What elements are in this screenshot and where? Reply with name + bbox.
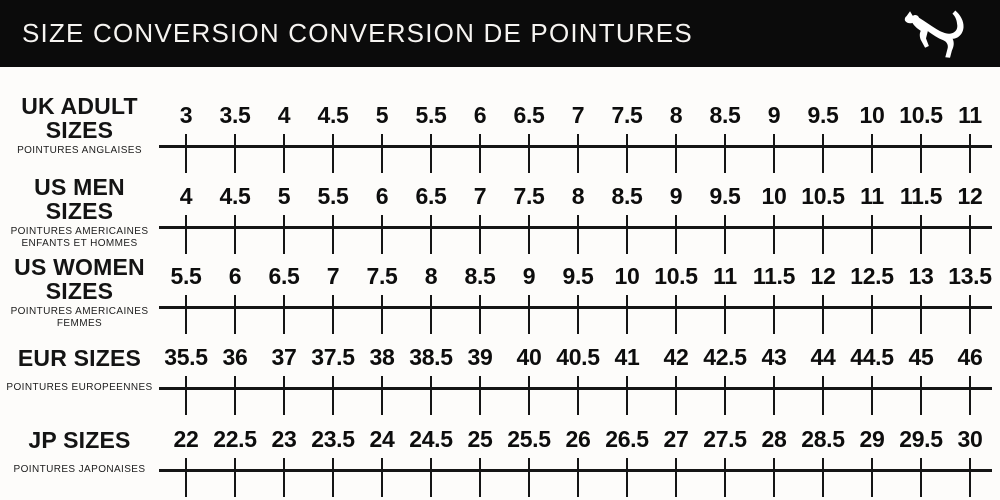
size-value: 38 (369, 344, 395, 370)
size-value: 30 (957, 426, 983, 452)
size-value: 40.5 (556, 344, 600, 370)
ruler-tick (724, 458, 727, 497)
size-value: 9.5 (709, 183, 741, 209)
row-subtitle-line: POINTURES ANGLAISES (17, 145, 142, 156)
row-title: SIZES (45, 278, 114, 304)
ruler-tick (675, 215, 678, 254)
ruler-tick (234, 458, 237, 497)
ruler-tick (332, 376, 335, 415)
ruler-tick (430, 134, 433, 173)
size-value: 4.5 (317, 102, 349, 128)
ruler-tick (283, 215, 286, 254)
ruler-tick (871, 295, 874, 334)
row-subtitle-line: POINTURES JAPONAISES (13, 464, 146, 475)
ruler-tick (283, 458, 286, 497)
ruler-tick (283, 376, 286, 415)
ruler-tick (773, 295, 776, 334)
row-subtitle (0, 145, 159, 157)
ruler-tick (234, 215, 237, 254)
size-value: 35.5 (164, 344, 208, 370)
size-value: 6 (228, 263, 242, 289)
size-value: 8.5 (709, 102, 741, 128)
size-value: 7 (326, 263, 340, 289)
row-subtitle-line: FEMMES (56, 318, 103, 329)
ruler-tick (822, 376, 825, 415)
size-value: 12 (810, 263, 836, 289)
row-title: US MEN (34, 174, 125, 200)
puma-cat-icon (894, 2, 976, 63)
row-subtitle-line: POINTURES AMERICAINES (10, 226, 149, 237)
size-value: 37 (271, 344, 297, 370)
ruler-tick (577, 376, 580, 415)
size-value: 10 (614, 263, 640, 289)
size-value: 7.5 (611, 102, 643, 128)
ruler-tick (920, 376, 923, 415)
size-value: 39 (467, 344, 493, 370)
size-value: 45 (908, 344, 934, 370)
ruler-tick (773, 134, 776, 173)
ruler-tick (773, 376, 776, 415)
ruler-tick (724, 134, 727, 173)
ruler-tick (479, 215, 482, 254)
size-value: 10 (761, 183, 787, 209)
size-value: 9.5 (562, 263, 594, 289)
size-value: 9.5 (807, 102, 839, 128)
size-value: 7 (473, 183, 487, 209)
ruler-tick (822, 458, 825, 497)
size-value: 10.5 (654, 263, 698, 289)
size-value: 6.5 (268, 263, 300, 289)
ruler-tick (626, 295, 629, 334)
row-label (0, 346, 159, 394)
size-value: 25 (467, 426, 493, 452)
size-value: 11 (860, 183, 884, 209)
ruler-tick (479, 295, 482, 334)
size-value: 12.5 (850, 263, 894, 289)
size-value: 12 (957, 183, 983, 209)
ruler-tick (381, 376, 384, 415)
size-value: 5 (277, 183, 291, 209)
row-subtitle-line: POINTURES EUROPEENNES (6, 382, 153, 393)
row-title: US WOMEN (14, 254, 145, 280)
size-value: 9 (669, 183, 683, 209)
ruler-tick (675, 295, 678, 334)
size-value: 26 (565, 426, 591, 452)
size-value: 6 (375, 183, 389, 209)
ruler-tick (871, 458, 874, 497)
size-value: 22 (173, 426, 199, 452)
size-value: 13.5 (948, 263, 992, 289)
ruler-tick (234, 295, 237, 334)
size-value: 10.5 (801, 183, 845, 209)
ruler-tick (724, 295, 727, 334)
ruler-tick (332, 215, 335, 254)
size-value: 26.5 (605, 426, 649, 452)
ruler-tick (969, 215, 972, 254)
size-value: 43 (761, 344, 787, 370)
ruler-tick (528, 295, 531, 334)
size-value: 28 (761, 426, 787, 452)
ruler-tick (577, 295, 580, 334)
ruler-tick (332, 134, 335, 173)
size-value: 5.5 (317, 183, 349, 209)
ruler-tick (283, 134, 286, 173)
ruler-tick (969, 376, 972, 415)
ruler-tick (773, 215, 776, 254)
ruler-tick (283, 295, 286, 334)
ruler-tick (528, 376, 531, 415)
ruler-tick (920, 134, 923, 173)
ruler-tick (185, 134, 188, 173)
size-value: 37.5 (311, 344, 355, 370)
row-subtitle (0, 306, 159, 330)
size-value: 4.5 (219, 183, 251, 209)
ruler-tick (920, 458, 923, 497)
size-value: 24.5 (409, 426, 453, 452)
ruler-tick (381, 134, 384, 173)
size-value: 8.5 (611, 183, 643, 209)
ruler-tick (871, 215, 874, 254)
ruler-tick (234, 134, 237, 173)
ruler-tick (185, 376, 188, 415)
size-value: 22.5 (213, 426, 257, 452)
size-value: 42 (663, 344, 689, 370)
ruler-tick (479, 134, 482, 173)
size-value: 28.5 (801, 426, 845, 452)
ruler-tick (577, 134, 580, 173)
ruler-tick (381, 295, 384, 334)
size-value: 5 (375, 102, 389, 128)
size-value: 23.5 (311, 426, 355, 452)
ruler-tick (871, 376, 874, 415)
ruler-tick (626, 134, 629, 173)
ruler-tick (969, 458, 972, 497)
ruler-tick (381, 458, 384, 497)
ruler-tick (822, 215, 825, 254)
ruler-tick (479, 376, 482, 415)
size-value: 27 (663, 426, 689, 452)
ruler-tick (528, 134, 531, 173)
size-value: 23 (271, 426, 297, 452)
row-title: JP SIZES (28, 427, 131, 453)
puma-logo (894, 4, 976, 62)
size-value: 8.5 (464, 263, 496, 289)
size-value: 4 (179, 183, 193, 209)
size-value: 11.5 (899, 183, 943, 209)
size-value: 3.5 (219, 102, 251, 128)
size-value: 5.5 (170, 263, 202, 289)
ruler-tick (675, 376, 678, 415)
size-value: 29 (859, 426, 885, 452)
ruler-tick (430, 376, 433, 415)
size-value: 7 (571, 102, 585, 128)
ruler-tick (920, 295, 923, 334)
size-value: 6.5 (415, 183, 447, 209)
size-value: 46 (957, 344, 983, 370)
size-value: 11 (958, 102, 982, 128)
size-value: 3 (179, 102, 193, 128)
size-value: 5.5 (415, 102, 447, 128)
size-value: 11 (713, 263, 737, 289)
row-subtitle (0, 226, 159, 250)
size-value: 8 (424, 263, 438, 289)
size-value: 44.5 (850, 344, 894, 370)
size-value: 6 (473, 102, 487, 128)
size-value: 38.5 (409, 344, 453, 370)
size-value: 8 (571, 183, 585, 209)
ruler-tick (724, 376, 727, 415)
size-value: 9 (767, 102, 781, 128)
row-label (0, 94, 159, 157)
ruler-tick (969, 295, 972, 334)
ruler-tick (577, 458, 580, 497)
size-value: 42.5 (703, 344, 747, 370)
ruler-tick (871, 134, 874, 173)
ruler-tick (626, 376, 629, 415)
ruler-tick (724, 215, 727, 254)
ruler-tick (577, 215, 580, 254)
row-title: SIZES (45, 198, 114, 224)
ruler-tick (332, 295, 335, 334)
ruler-tick (185, 458, 188, 497)
size-value: 29.5 (899, 426, 943, 452)
ruler-tick (430, 295, 433, 334)
row-title: SIZES (45, 117, 114, 143)
size-value: 8 (669, 102, 683, 128)
ruler-tick (479, 458, 482, 497)
ruler-tick (381, 215, 384, 254)
row-subtitle (0, 382, 159, 394)
ruler-tick (430, 215, 433, 254)
ruler-tick (920, 215, 923, 254)
ruler-tick (234, 376, 237, 415)
size-value: 7.5 (513, 183, 545, 209)
size-value: 36 (222, 344, 248, 370)
ruler-tick (822, 134, 825, 173)
ruler-tick (675, 458, 678, 497)
row-title: UK ADULT (21, 93, 138, 119)
ruler-tick (969, 134, 972, 173)
ruler-tick (626, 458, 629, 497)
size-value: 24 (369, 426, 395, 452)
size-value: 40 (516, 344, 542, 370)
page-title: SIZE CONVERSION CONVERSION DE POINTURES (22, 18, 693, 48)
size-value: 10 (859, 102, 885, 128)
ruler-tick (773, 458, 776, 497)
row-subtitle-line: ENFANTS ET HOMMES (21, 238, 138, 249)
size-value: 9 (522, 263, 536, 289)
size-value: 6.5 (513, 102, 545, 128)
size-value: 41 (614, 344, 640, 370)
row-label (0, 428, 159, 476)
size-value: 10.5 (899, 102, 943, 128)
size-value: 13 (908, 263, 934, 289)
row-subtitle-line: POINTURES AMERICAINES (10, 306, 149, 317)
row-label (0, 255, 159, 330)
ruler-tick (675, 134, 678, 173)
row-title: EUR SIZES (17, 345, 142, 371)
ruler-tick (626, 215, 629, 254)
ruler-tick (185, 215, 188, 254)
size-value: 27.5 (703, 426, 747, 452)
row-subtitle (0, 464, 159, 476)
row-label (0, 175, 159, 250)
size-value: 4 (277, 102, 291, 128)
ruler-tick (185, 295, 188, 334)
header (0, 0, 1000, 67)
ruler-tick (332, 458, 335, 497)
ruler-tick (822, 295, 825, 334)
ruler-tick (430, 458, 433, 497)
size-value: 11.5 (752, 263, 796, 289)
ruler-tick (528, 458, 531, 497)
ruler-tick (528, 215, 531, 254)
size-value: 7.5 (366, 263, 398, 289)
size-value: 44 (810, 344, 836, 370)
size-value: 25.5 (507, 426, 551, 452)
